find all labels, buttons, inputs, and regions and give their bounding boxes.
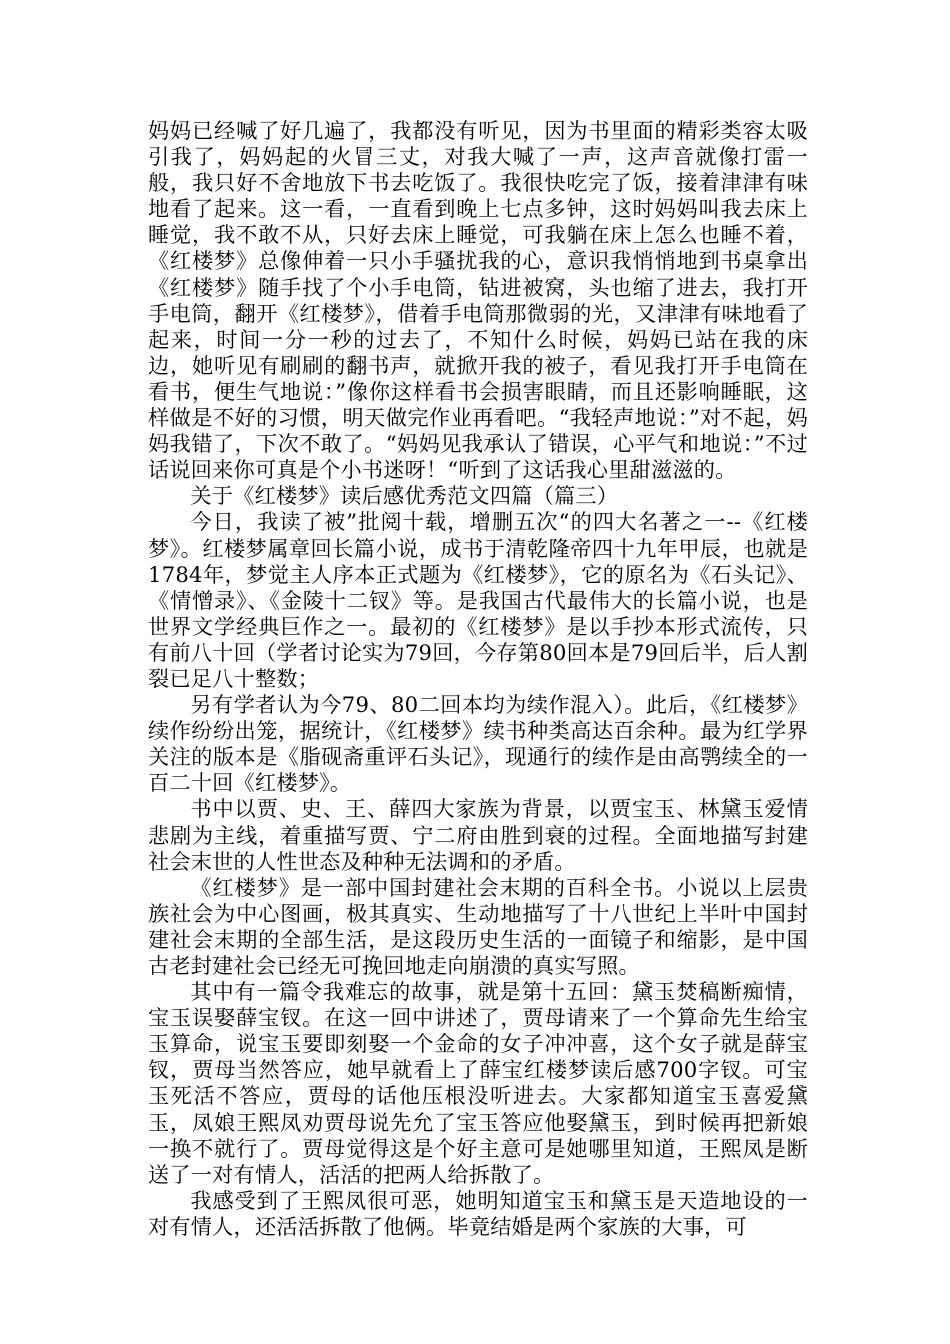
paragraph-4: 另有学者认为今79、80二回本均为续作混入）。此后，《红楼梦》续作纷纷出笼，据统计，《红楼梦》续书种类高达百余种。最为红学界关注的版本是《脂砚斋重评石头记》，现通行的续作是由高鹗续全的一百二十回《红楼梦》。 xyxy=(148,692,808,796)
section-heading: 关于《红楼梦》读后感优秀范文四篇（篇三） xyxy=(190,483,619,509)
paragraph-6: 《红楼梦》是一部中国封建社会末期的百科全书。小说以上层贵族社会为中心图画，极其真实、生动地描写了十八世纪上半叶中国封建社会末期的全部生活，是这段历史生活的一面镜子和缩影，是中国古老封建社会已经无可挽回地走向崩溃的真实写照。 xyxy=(148,874,808,978)
paragraph-1: 妈妈已经喊了好几遍了，我都没有听见，因为书里面的精彩类容太吸引我了，妈妈起的火冒三丈，对我大喊了一声，这声音就像打雷一般，我只好不舍地放下书去吃饭了。我很快吃完了饭，接着津津有味地看了起来。这一看，一直看到晚上七点多钟，这时妈妈叫我去床上睡觉，我不敢不从，只好去床上睡觉，可我躺在床上怎么也睡不着，《红楼梦》总像伸着一只小手骚扰我的心，意识我悄悄地到书桌拿出《红楼梦》随手找了个小手电筒，钻进被窝，头也缩了进去，我打开手电筒，翻开《红楼梦》，借着手电筒那微弱的光，又津津有味地看了起来，时间一分一秒的过去了，不知什么时候，妈妈已站在我的床边，她听见有刷刷的翻书声，就掀开我的被子，看见我打开手电筒在看书，便生气地说：”像你这样看书会损害眼睛，而且还影响睡眠，这样做是不好的习惯，明天做完作业再看吧。“我轻声地说：”对不起，妈妈我错了，下次不敢了。“妈妈见我承认了错误，心平气和地说：”不过话说回来你可真是个小书迷呀！“听到了这话我心里甜滋滋的。 xyxy=(148,118,808,483)
paragraph-7: 其中有一篇令我难忘的故事，就是第十五回：黛玉焚稿断痴情，宝玉误娶薛宝钗。在这一回中讲述了，贾母请来了一个算命先生给宝玉算命，说宝玉要即刻娶一个金命的女子冲冲喜，这个女子就是薛宝钗，贾母当然答应，她早就看上了薛宝红楼梦读后感700字钗。可宝玉死活不答应，贾母的话他压根没听进去。大家都知道宝玉喜爱黛玉，凤娘王熙凤劝贾母说先允了宝玉答应他娶黛玉，到时候再把新娘一换不就行了。贾母觉得这是个好主意可是她哪里知道，王熙凤是断送了一对有情人，活活的把两人给拆散了。 xyxy=(148,979,808,1187)
paragraph-8: 我感受到了王熙凤很可恶，她明知道宝玉和黛玉是天造地设的一对有情人，还活活拆散了他俩。毕竟结婚是两个家族的大事，可 xyxy=(148,1187,808,1239)
document-page xyxy=(148,118,808,1240)
paragraph-5: 书中以贾、史、王、薛四大家族为背景，以贾宝玉、林黛玉爱情悲剧为主线，着重描写贾、宁二府由胜到衰的过程。全面地描写封建社会末世的人性世态及种种无法调和的矛盾。 xyxy=(148,796,808,874)
paragraph-3: 今日，我读了被”批阅十载，增删五次“的四大名著之一--《红楼梦》。红楼梦属章回长篇小说，成书于清乾隆帝四十九年甲辰，也就是1784年，梦觉主人序本正式题为《红楼梦》，它的原名为《石头记》、《情憎录》、《金陵十二钗》等。是我国古代最伟大的长篇小说，也是世界文学经典巨作之一。最初的《红楼梦》是以手抄本形式流传，只有前八十回（学者讨论实为79回，今存第80回本是79回后半，后人割裂已足八十整数； xyxy=(148,509,808,691)
